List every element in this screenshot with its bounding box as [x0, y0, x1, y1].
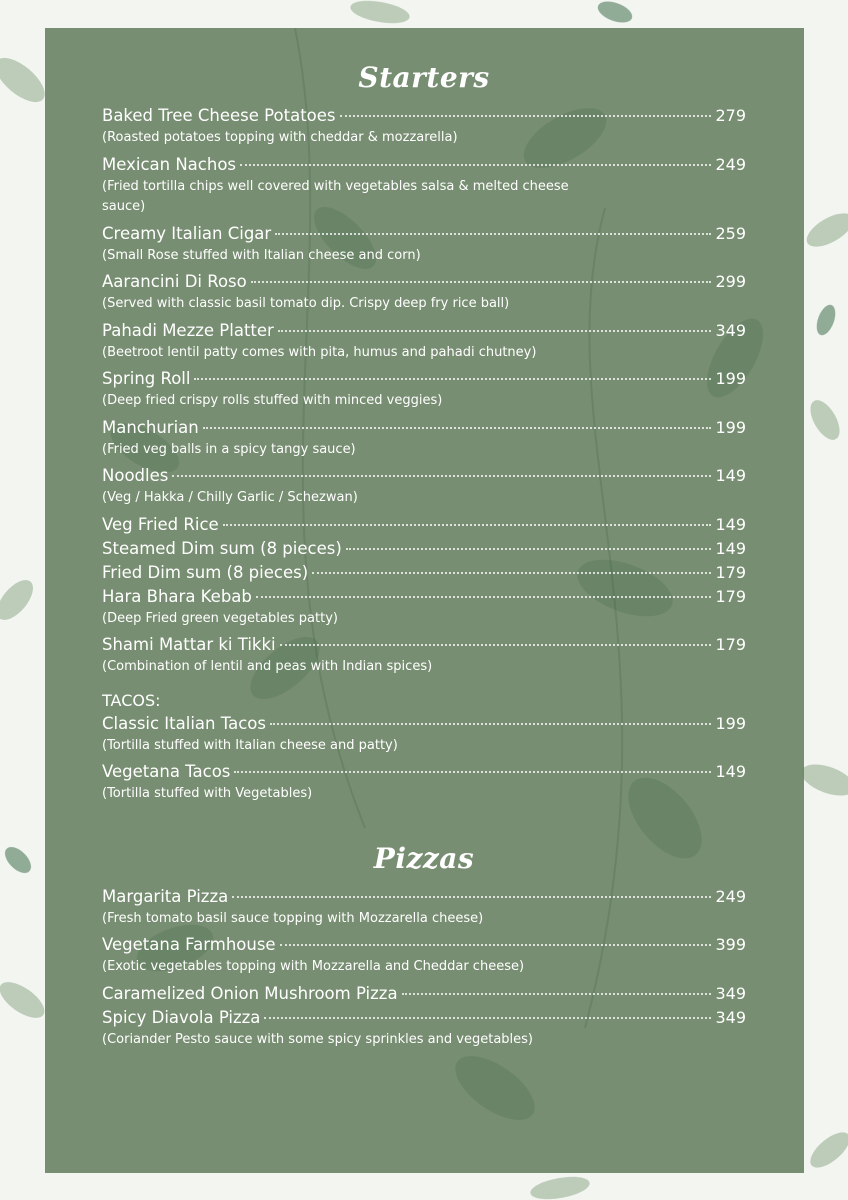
menu-item-name: Margarita Pizza: [102, 886, 229, 906]
dot-leader: [278, 330, 712, 332]
dot-leader: [340, 115, 712, 117]
section-title-pizzas: Pizzas: [373, 841, 475, 875]
menu-item: [102, 982, 746, 1006]
menu-item-row: [102, 982, 746, 1006]
menu-item-description: (Fried tortilla chips well covered with vegetables salsa & melted cheese sauce): [102, 178, 569, 214]
menu-item-price: 149: [715, 466, 746, 485]
menu-item-name: Creamy Italian Cigar: [102, 223, 272, 243]
menu-item-description: (Combination of lentil and peas with Indian spices): [102, 659, 433, 674]
menu-item-row: [102, 1006, 746, 1030]
menu-item-name: Classic Italian Tacos: [102, 713, 266, 733]
menu-item-row: [102, 319, 746, 343]
pizzas-list: [102, 885, 746, 1055]
menu-item-row: [102, 537, 746, 561]
menu-item: [102, 933, 746, 982]
menu-item-price: 199: [715, 417, 746, 437]
menu-item-description: (Deep Fried green vegetables patty): [102, 610, 338, 626]
menu-content: [102, 58, 746, 1054]
menu-item-price: 199: [715, 369, 746, 388]
menu-item-price: 349: [715, 983, 746, 1003]
menu-item-description: (Tortilla stuffed with Italian cheese and patty): [102, 737, 398, 753]
dot-leader: [264, 1017, 711, 1019]
menu-item-row: [102, 585, 746, 609]
dot-leader: [275, 233, 711, 235]
tacos-list: [102, 712, 746, 809]
menu-item-description: (Veg / Hakka / Chilly Garlic / Schezwan): [102, 490, 358, 505]
menu-item: [102, 270, 746, 319]
dot-leader: [194, 378, 711, 380]
menu-item-description: (Deep fried crispy rolls stuffed with minced veggies): [102, 393, 443, 408]
menu-item-price: 249: [715, 154, 746, 174]
menu-item-price: 349: [715, 1007, 746, 1027]
tacos-heading: TACOS:: [102, 690, 161, 710]
menu-item-description: (Tortilla stuffed with Vegetables): [102, 786, 313, 801]
menu-item-name: Vegetana Tacos: [102, 762, 231, 781]
menu-item: [102, 561, 746, 585]
menu-item-name: Manchurian: [102, 417, 199, 437]
menu-item-name: Veg Fried Rice: [102, 514, 219, 534]
menu-item-row: [102, 270, 746, 294]
menu-item-row: [102, 367, 746, 391]
menu-item-name: Steamed Dim sum (8 pieces): [102, 538, 342, 558]
menu-item-price: 149: [715, 514, 746, 534]
dot-leader: [280, 644, 712, 646]
dot-leader: [256, 596, 712, 598]
menu-item-price: 249: [715, 886, 746, 906]
menu-item-name: Shami Mattar ki Tikki: [102, 635, 276, 654]
menu-item-row: [102, 513, 746, 537]
menu-item-row: [102, 933, 746, 957]
dot-leader: [251, 281, 712, 283]
menu-item-name: Pahadi Mezze Platter: [102, 320, 274, 340]
menu-item-row: [102, 416, 746, 440]
menu-item-price: 149: [715, 762, 746, 781]
menu-item-price: 279: [715, 106, 746, 125]
menu-item-name: Noodles: [102, 466, 169, 485]
menu-item-description: (Small Rose stuffed with Italian cheese and corn): [102, 247, 421, 263]
dot-leader: [203, 427, 712, 429]
dot-leader: [312, 572, 711, 574]
dot-leader: [172, 475, 711, 477]
menu-item-row: [102, 104, 746, 128]
menu-item-row: [102, 633, 746, 657]
dot-leader: [234, 771, 711, 773]
menu-item-name: Vegetana Farmhouse: [102, 935, 276, 954]
menu-item-name: Baked Tree Cheese Potatoes: [102, 106, 336, 125]
menu-item-price: 179: [715, 635, 746, 654]
menu-item-name: Hara Bhara Kebab: [102, 586, 252, 606]
menu-item: [102, 416, 746, 465]
dot-leader: [223, 524, 712, 526]
menu-item-row: [102, 760, 746, 784]
menu-item-price: 399: [715, 935, 746, 954]
menu-item: [102, 712, 746, 761]
dot-leader: [240, 164, 711, 166]
menu-item-name: Mexican Nachos: [102, 154, 237, 174]
menu-panel: [45, 28, 804, 1173]
menu-item: [102, 760, 746, 809]
menu-item: [102, 104, 746, 153]
menu-item: [102, 537, 746, 561]
menu-item-row: [102, 222, 746, 246]
menu-item: [102, 633, 746, 682]
menu-item-price: 349: [715, 320, 746, 340]
menu-item-price: 299: [715, 272, 746, 291]
menu-item-row: [102, 561, 746, 585]
dot-leader: [402, 993, 712, 995]
menu-item-description: (Fresh tomato basil sauce topping with Mozzarella cheese): [102, 910, 484, 926]
menu-item-name: Aarancini Di Roso: [102, 272, 247, 291]
menu-item-row: [102, 153, 746, 177]
starters-list: [102, 104, 746, 682]
section-title-starters: Starters: [358, 61, 490, 94]
menu-item-row: [102, 712, 746, 736]
menu-item-description: (Fried veg balls in a spicy tangy sauce): [102, 441, 356, 457]
menu-item-description: (Roasted potatoes topping with cheddar & mozzarella): [102, 130, 458, 145]
menu-item: [102, 319, 746, 368]
menu-item: [102, 222, 746, 271]
dot-leader: [346, 548, 712, 550]
menu-item-price: 259: [715, 223, 746, 243]
menu-item: [102, 1006, 746, 1055]
menu-item: [102, 367, 746, 416]
dot-leader: [270, 723, 711, 725]
menu-item-row: [102, 464, 746, 488]
menu-item: [102, 464, 746, 513]
menu-item-name: Spring Roll: [102, 369, 191, 388]
menu-item-price: 199: [715, 713, 746, 733]
menu-item: [102, 585, 746, 634]
dot-leader: [280, 944, 712, 946]
menu-item-price: 149: [715, 538, 746, 558]
menu-item-name: Spicy Diavola Pizza: [102, 1007, 261, 1027]
menu-item-name: Caramelized Onion Mushroom Pizza: [102, 983, 398, 1003]
menu-item-description: (Served with classic basil tomato dip. Crispy deep fry rice ball): [102, 296, 510, 311]
menu-item: [102, 153, 746, 222]
menu-item-price: 179: [715, 562, 746, 582]
dot-leader: [232, 896, 711, 898]
menu-item-description: (Beetroot lentil patty comes with pita, humus and pahadi chutney): [102, 344, 537, 360]
menu-item-description: (Coriander Pesto sauce with some spicy sprinkles and vegetables): [102, 1031, 533, 1047]
menu-item: [102, 885, 746, 934]
menu-item: [102, 513, 746, 537]
menu-item-price: 179: [715, 586, 746, 606]
menu-item-row: [102, 885, 746, 909]
menu-item-description: (Exotic vegetables topping with Mozzarella and Cheddar cheese): [102, 959, 525, 974]
menu-item-name: Fried Dim sum (8 pieces): [102, 562, 309, 582]
